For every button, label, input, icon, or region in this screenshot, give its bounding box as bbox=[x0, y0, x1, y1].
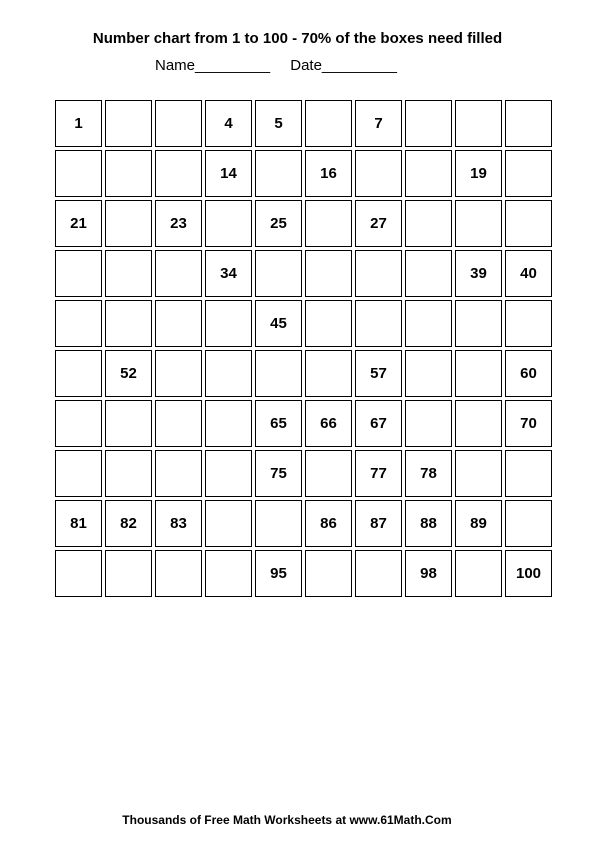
blank-cell[interactable] bbox=[155, 100, 202, 147]
blank-cell[interactable] bbox=[405, 150, 452, 197]
number-cell: 25 bbox=[255, 200, 302, 247]
blank-cell[interactable] bbox=[105, 550, 152, 597]
blank-cell[interactable] bbox=[205, 350, 252, 397]
number-cell: 45 bbox=[255, 300, 302, 347]
blank-cell[interactable] bbox=[505, 450, 552, 497]
number-cell: 66 bbox=[305, 400, 352, 447]
blank-cell[interactable] bbox=[505, 150, 552, 197]
blank-cell[interactable] bbox=[255, 150, 302, 197]
blank-cell[interactable] bbox=[155, 450, 202, 497]
number-cell: 1 bbox=[55, 100, 102, 147]
blank-cell[interactable] bbox=[205, 300, 252, 347]
blank-cell[interactable] bbox=[505, 200, 552, 247]
blank-cell[interactable] bbox=[55, 300, 102, 347]
number-cell: 67 bbox=[355, 400, 402, 447]
name-field-label: Name_________ bbox=[154, 57, 271, 74]
name-date-line bbox=[0, 57, 552, 74]
number-cell: 5 bbox=[255, 100, 302, 147]
number-cell: 100 bbox=[505, 550, 552, 597]
number-cell: 19 bbox=[455, 150, 502, 197]
blank-cell[interactable] bbox=[305, 250, 352, 297]
blank-cell[interactable] bbox=[105, 200, 152, 247]
blank-cell[interactable] bbox=[105, 150, 152, 197]
blank-cell[interactable] bbox=[455, 300, 502, 347]
blank-cell[interactable] bbox=[55, 450, 102, 497]
number-cell: 82 bbox=[105, 500, 152, 547]
number-cell: 52 bbox=[105, 350, 152, 397]
number-cell: 39 bbox=[455, 250, 502, 297]
blank-cell[interactable] bbox=[405, 300, 452, 347]
blank-cell[interactable] bbox=[405, 400, 452, 447]
number-cell: 60 bbox=[505, 350, 552, 397]
blank-cell[interactable] bbox=[105, 250, 152, 297]
number-chart-grid bbox=[55, 100, 555, 597]
number-cell: 95 bbox=[255, 550, 302, 597]
blank-cell[interactable] bbox=[55, 150, 102, 197]
blank-cell[interactable] bbox=[205, 400, 252, 447]
blank-cell[interactable] bbox=[55, 350, 102, 397]
number-cell: 57 bbox=[355, 350, 402, 397]
number-cell: 89 bbox=[455, 500, 502, 547]
number-cell: 75 bbox=[255, 450, 302, 497]
blank-cell[interactable] bbox=[155, 400, 202, 447]
number-cell: 16 bbox=[305, 150, 352, 197]
blank-cell[interactable] bbox=[255, 500, 302, 547]
blank-cell[interactable] bbox=[55, 250, 102, 297]
blank-cell[interactable] bbox=[305, 300, 352, 347]
blank-cell[interactable] bbox=[405, 100, 452, 147]
blank-cell[interactable] bbox=[305, 200, 352, 247]
blank-cell[interactable] bbox=[455, 100, 502, 147]
blank-cell[interactable] bbox=[405, 350, 452, 397]
number-cell: 65 bbox=[255, 400, 302, 447]
blank-cell[interactable] bbox=[155, 150, 202, 197]
number-cell: 81 bbox=[55, 500, 102, 547]
blank-cell[interactable] bbox=[155, 350, 202, 397]
number-cell: 27 bbox=[355, 200, 402, 247]
blank-cell[interactable] bbox=[355, 300, 402, 347]
blank-cell[interactable] bbox=[155, 300, 202, 347]
blank-cell[interactable] bbox=[455, 400, 502, 447]
blank-cell[interactable] bbox=[105, 400, 152, 447]
blank-cell[interactable] bbox=[105, 300, 152, 347]
number-cell: 7 bbox=[355, 100, 402, 147]
blank-cell[interactable] bbox=[505, 500, 552, 547]
blank-cell[interactable] bbox=[305, 100, 352, 147]
blank-cell[interactable] bbox=[55, 400, 102, 447]
blank-cell[interactable] bbox=[405, 200, 452, 247]
blank-cell[interactable] bbox=[505, 300, 552, 347]
blank-cell[interactable] bbox=[305, 350, 352, 397]
number-cell: 4 bbox=[205, 100, 252, 147]
blank-cell[interactable] bbox=[305, 550, 352, 597]
number-cell: 70 bbox=[505, 400, 552, 447]
number-cell: 23 bbox=[155, 200, 202, 247]
number-cell: 77 bbox=[355, 450, 402, 497]
blank-cell[interactable] bbox=[355, 250, 402, 297]
blank-cell[interactable] bbox=[355, 150, 402, 197]
blank-cell[interactable] bbox=[255, 350, 302, 397]
number-cell: 98 bbox=[405, 550, 452, 597]
blank-cell[interactable] bbox=[205, 450, 252, 497]
blank-cell[interactable] bbox=[205, 500, 252, 547]
blank-cell[interactable] bbox=[405, 250, 452, 297]
blank-cell[interactable] bbox=[455, 450, 502, 497]
blank-cell[interactable] bbox=[55, 550, 102, 597]
number-cell: 86 bbox=[305, 500, 352, 547]
footer-text: Thousands of Free Math Worksheets at www.61Math.Com bbox=[122, 813, 452, 827]
number-cell: 40 bbox=[505, 250, 552, 297]
number-cell: 78 bbox=[405, 450, 452, 497]
blank-cell[interactable] bbox=[205, 200, 252, 247]
date-field-label: Date_________ bbox=[290, 57, 398, 74]
blank-cell[interactable] bbox=[355, 550, 402, 597]
blank-cell[interactable] bbox=[255, 250, 302, 297]
blank-cell[interactable] bbox=[105, 450, 152, 497]
blank-cell[interactable] bbox=[305, 450, 352, 497]
blank-cell[interactable] bbox=[155, 550, 202, 597]
number-cell: 88 bbox=[405, 500, 452, 547]
number-cell: 87 bbox=[355, 500, 402, 547]
worksheet-title: Number chart from 1 to 100 - 70% of the boxes need filled bbox=[92, 30, 503, 47]
blank-cell[interactable] bbox=[455, 350, 502, 397]
blank-cell[interactable] bbox=[155, 250, 202, 297]
number-cell: 21 bbox=[55, 200, 102, 247]
number-cell: 83 bbox=[155, 500, 202, 547]
blank-cell[interactable] bbox=[105, 100, 152, 147]
number-cell: 34 bbox=[205, 250, 252, 297]
blank-cell[interactable] bbox=[205, 550, 252, 597]
blank-cell[interactable] bbox=[455, 200, 502, 247]
blank-cell[interactable] bbox=[455, 550, 502, 597]
number-cell: 14 bbox=[205, 150, 252, 197]
blank-cell[interactable] bbox=[505, 100, 552, 147]
